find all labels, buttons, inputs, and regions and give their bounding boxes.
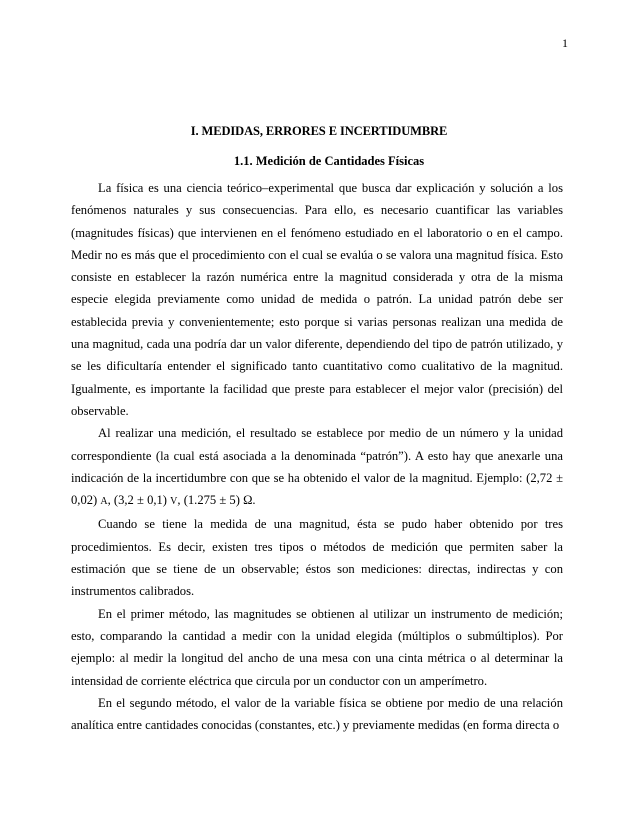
- measurement-text: Al realizar una medición, el resultado se establece por medio de un número y la unidad correspondiente (la cual está asociada a la denominada “patrón”). A esto hay que anexarle una indicación de la incertidumbre con que se ha obtenido el valor de la magnitud. Ejemplo: (2,72 ± 0,02): [71, 426, 563, 508]
- paragraph-physics-measurement: La física es una ciencia teórico–experimental que busca dar explicación y solución a los fenómenos naturales y sus consecuencias. Para ello, es necesario cuantificar las variables (magnitudes físicas) que intervienen en el fenómeno estudiado en el laboratorio o en el campo. Medir no es más que el procedimiento con el cual se evalúa o se valora una magnitud física. Esto consiste en establecer la razón numérica entre la magnitud considerada y otra de la misma especie elegida previamente como unidad de medida o patrón. La unidad patrón debe ser establecida previa y convenientemente; esto porque si varias personas realizan una medida de una magnitud, cada una podría dar un valor diferente, dependiendo del tipo de patrón utilizado, y se les dificultaría entender el significado tanto cuantitativo como cualitativo de la magnitud. Igualmente, es importante la facilidad que preste para establecer el mejor valor (precisión) del observable.: [71, 181, 563, 418]
- paragraph-first-method: En el primer método, las magnitudes se obtienen al utilizar un instrumento de medición; esto, comparando la cantidad a medir con la unidad elegida (múltiplos o submúltiplos). Por ejemplo: al medir la longitud del ancho de una mesa con una cinta métrica o al determinar la intensidad de corriente eléctrica que circula por un conductor con un amperímetro.: [71, 606, 563, 688]
- measurement-separator: , (3,2 ± 0,1): [107, 493, 171, 508]
- chapter-title: I. MEDIDAS, ERRORES E INCERTIDUMBRE: [190, 124, 448, 138]
- paragraph-measurement-types: Cuando se tiene la medida de una magnitud, ésta se pudo haber obtenido por tres procedimientos. Es decir, existen tres tipos o métodos de medición que permiten saber la estimación que se tiene de un observable; éstos son mediciones: directas, indirectas y con instrumentos calibrados.: [71, 517, 563, 599]
- unit-ampere: A: [100, 496, 108, 508]
- page-number: 1: [562, 36, 568, 50]
- paragraph-second-method: En el segundo método, el valor de la variable física se obtiene por medio de una relación analítica entre cantidades conocidas (constantes, etc.) y previamente medidas (en forma directa o: [71, 695, 563, 733]
- body-text: [71, 177, 563, 736]
- section-title: 1.1. Medición de Cantidades Físicas: [233, 154, 425, 168]
- measurement-tail: , (1.275 ± 5) Ω.: [177, 493, 256, 508]
- paragraph-measurement-result: [71, 422, 563, 513]
- unit-volt: V: [170, 496, 178, 508]
